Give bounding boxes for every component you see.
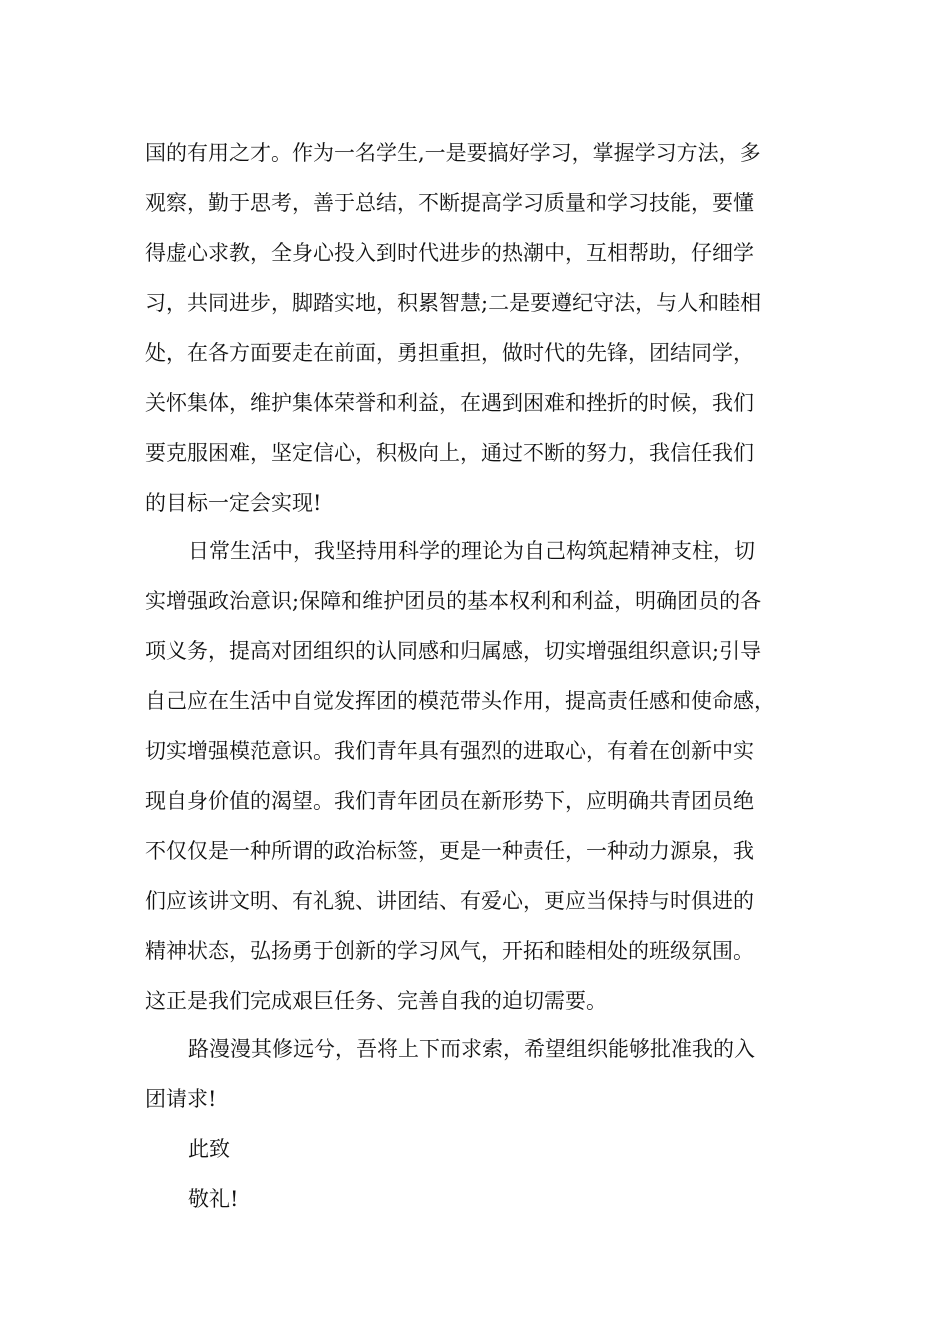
paragraph-line: 观察，勤于思考，善于总结，不断提高学习质量和学习技能，要懂 [145, 191, 754, 215]
paragraph-line: 国的有用之才。作为一名学生,一是要搞好学习，掌握学习方法，多 [145, 141, 761, 165]
paragraph-line: 们应该讲文明、有礼貌、讲团结、有爱心，更应当保持与时俱进的 [145, 889, 754, 913]
paragraph-line: 习，共同进步，脚踏实地，积累智慧;二是要遵纪守法，与人和睦相 [145, 291, 762, 315]
paragraph-line: 得虚心求教，全身心投入到时代进步的热潮中，互相帮助，仔细学 [145, 241, 754, 265]
paragraph-line: 不仅仅是一种所谓的政治标签，更是一种责任，一种动力源泉，我 [145, 839, 754, 863]
paragraph-line: 团请求! [145, 1087, 217, 1111]
closing-line-jingli: 敬礼! [188, 1187, 239, 1211]
paragraph-first-line: 路漫漫其修远兮，吾将上下而求索，希望组织能够批准我的入 [188, 1037, 755, 1061]
closing-salutation [145, 1124, 815, 1174]
paragraph-line: 要克服困难，坚定信心，积极向上，通过不断的努力，我信任我们 [145, 441, 754, 465]
paragraph-line: 的目标一定会实现! [145, 491, 322, 515]
closing-line-cizhi: 此致 [188, 1137, 230, 1161]
paragraph-line: 关怀集体，维护集体荣誉和利益，在遇到困难和挫折的时候，我们 [145, 391, 754, 415]
paragraph-line: 现自身价值的渴望。我们青年团员在新形势下，应明确共青团员绝 [145, 789, 754, 813]
paragraph-1 [145, 128, 815, 528]
paragraph-line: 自己应在生活中自觉发挥团的模范带头作用，提高责任感和使命感， [145, 689, 775, 713]
paragraph-line: 这正是我们完成艰巨任务、完善自我的迫切需要。 [145, 989, 607, 1013]
paragraph-line: 项义务，提高对团组织的认同感和归属感，切实增强组织意识;引导 [145, 639, 762, 663]
paragraph-line: 实增强政治意识;保障和维护团员的基本权利和利益，明确团员的各 [145, 589, 762, 613]
paragraph-2 [145, 526, 815, 1026]
paragraph-first-line: 日常生活中，我坚持用科学的理论为自己构筑起精神支柱，切 [188, 539, 755, 563]
closing-regards [145, 1174, 815, 1224]
paragraph-line: 切实增强模范意识。我们青年具有强烈的进取心，有着在创新中实 [145, 739, 754, 763]
paragraph-line: 精神状态，弘扬勇于创新的学习风气，开拓和睦相处的班级氛围。 [145, 939, 754, 963]
paragraph-line: 处，在各方面要走在前面，勇担重担，做时代的先锋，团结同学， [145, 341, 754, 365]
paragraph-3 [145, 1024, 815, 1124]
